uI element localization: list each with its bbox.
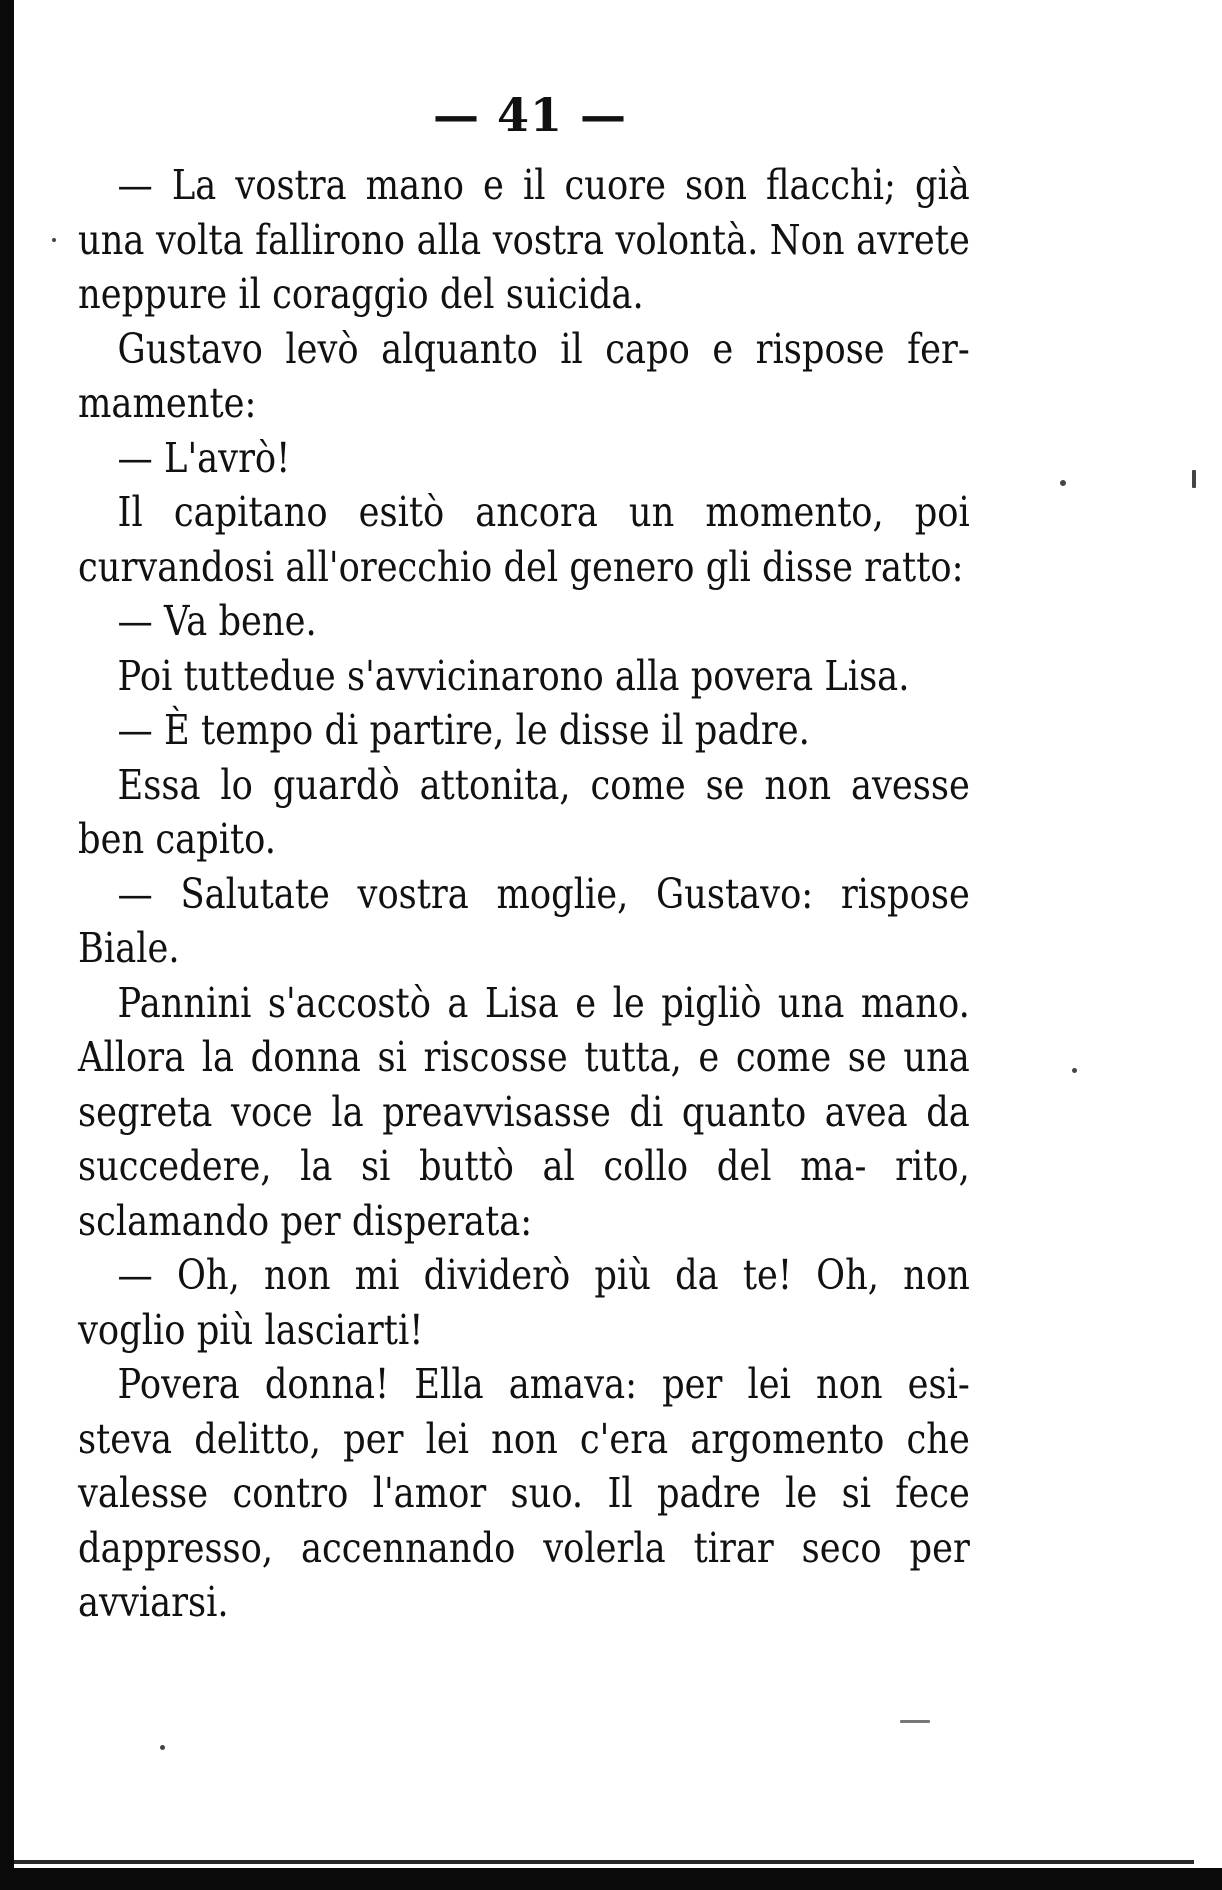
- page-bottom-edge: [0, 1868, 1222, 1890]
- paragraph: — La vostra mano e il cuore son flacchi; già una volta fallirono alla vostra volontà. Non avrete neppure il coraggio del suicida.: [78, 161, 970, 318]
- ink-speck: [900, 1720, 930, 1723]
- paragraph: — L'avrò!: [117, 433, 291, 482]
- paragraph: Pannini s'accostò a Lisa e le pigliò una mano. Allora la donna si riscosse tutta, e come se una segreta voce la preavvisasse di quanto avea da succedere, la si buttò al collo del ma- rito, sclamando per disperata:: [78, 978, 970, 1245]
- paragraph: Il capitano esitò ancora un momento, poi curvandosi all'orecchio del genero gli disse ratto:: [78, 488, 970, 591]
- ink-speck: [1060, 480, 1066, 486]
- paragraph: Povera donna! Ella amava: per lei non esi- steva delitto, per lei non c'era argomento che valesse contro l'amor suo. Il padre le si fece dappresso, accennando volerla tirar seco per avviarsi.: [78, 1360, 970, 1626]
- ink-speck: [160, 1745, 165, 1750]
- page-binding-edge: [0, 0, 14, 1890]
- paragraph: Poi tuttedue s'avvicinarono alla povera Lisa.: [117, 651, 910, 700]
- paragraph: Essa lo guardò attonita, come se non avesse ben capito.: [78, 760, 970, 863]
- paragraph: Gustavo levò alquanto il capo e rispose fer- mamente:: [78, 324, 970, 427]
- paragraph: — È tempo di partire, le disse il padre.: [117, 706, 810, 754]
- ink-speck: [1192, 470, 1196, 488]
- paragraph: — Oh, non mi dividerò più da te! Oh, non voglio più lasciarti!: [78, 1251, 970, 1354]
- page-number: — 41 —: [432, 88, 628, 142]
- ink-speck: [1072, 1068, 1077, 1073]
- page-body: [78, 158, 970, 1630]
- page-bottom-line: [14, 1860, 1194, 1864]
- ink-speck: [52, 238, 56, 242]
- paragraph: — Salutate vostra moglie, Gustavo: rispose Biale.: [78, 869, 970, 972]
- paragraph: — Va bene.: [117, 597, 317, 645]
